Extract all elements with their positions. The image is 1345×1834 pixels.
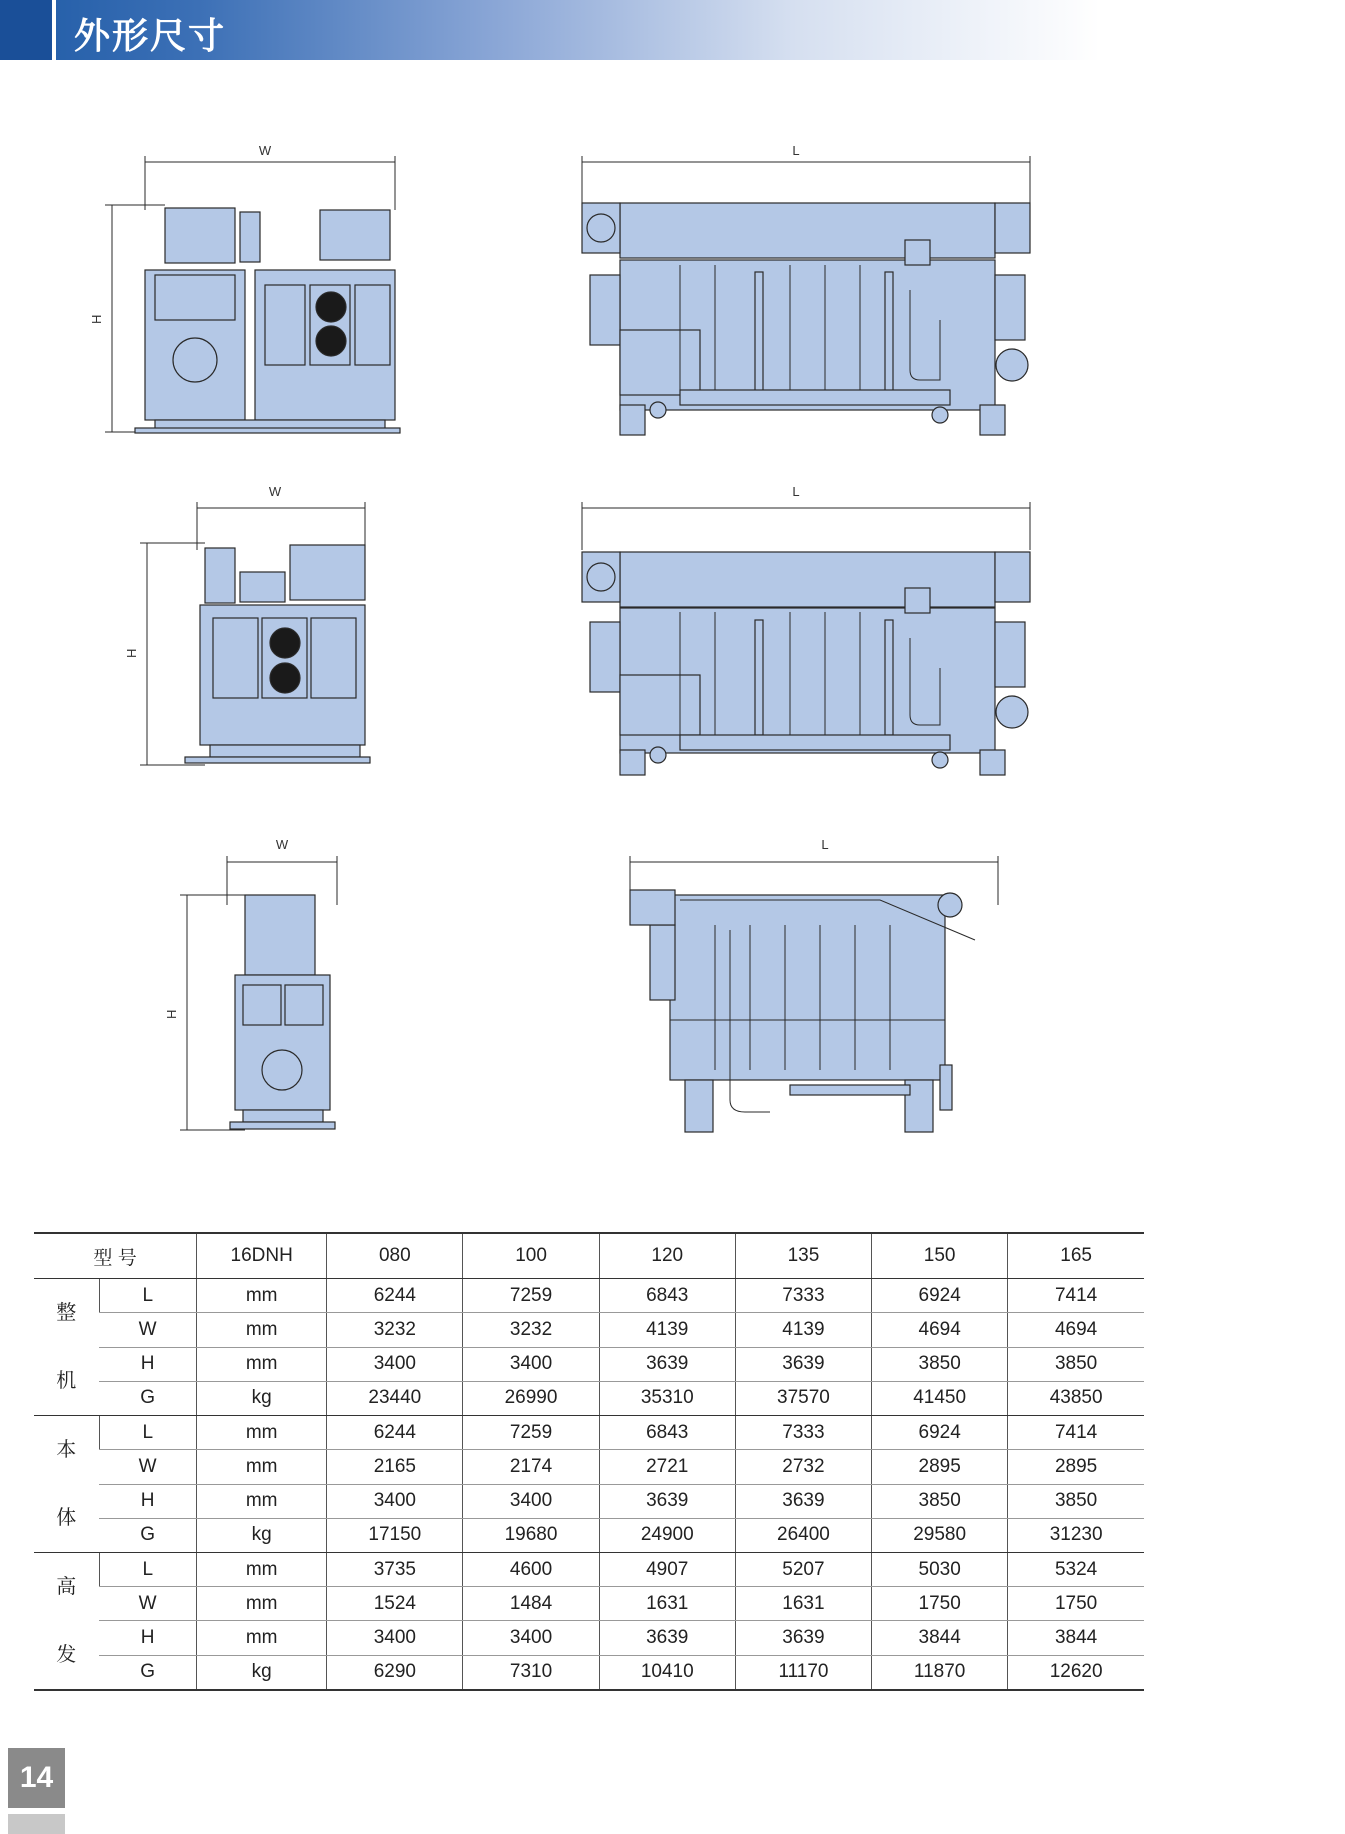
value-cell: 11870: [872, 1655, 1008, 1690]
model-label-cell: 型 号: [34, 1233, 197, 1279]
param-cell: W: [99, 1450, 197, 1484]
side-view-drawing-whole-unit: [580, 140, 1040, 440]
unit-cell: mm: [197, 1313, 327, 1347]
model-header-cell: 120: [599, 1233, 735, 1279]
value-cell: 4600: [463, 1553, 599, 1587]
value-cell: 3850: [872, 1347, 1008, 1381]
value-cell: 7333: [735, 1416, 871, 1450]
value-cell: 7259: [463, 1279, 599, 1313]
param-cell: G: [99, 1518, 197, 1552]
length-dimension-label: L: [792, 143, 800, 158]
value-cell: 17150: [327, 1518, 463, 1552]
spec-table: [34, 1232, 1144, 1691]
unit-cell: kg: [197, 1381, 327, 1415]
value-cell: 3400: [327, 1621, 463, 1655]
table-row: [34, 1279, 1144, 1313]
value-cell: 26990: [463, 1381, 599, 1415]
value-cell: 3400: [327, 1484, 463, 1518]
end-view-drawing-whole-unit: [89, 140, 415, 440]
table-row: [34, 1381, 1144, 1415]
param-cell: L: [99, 1279, 197, 1313]
value-cell: 7310: [463, 1655, 599, 1690]
value-cell: 5207: [735, 1553, 871, 1587]
value-cell: 1631: [735, 1587, 871, 1621]
group-label-char: 高: [56, 1576, 77, 1598]
height-dimension-label-3: H: [164, 1009, 179, 1019]
value-cell: 7333: [735, 1279, 871, 1313]
unit-cell: mm: [197, 1621, 327, 1655]
table-row: [34, 1518, 1144, 1552]
value-cell: 3844: [1008, 1621, 1144, 1655]
value-cell: 4694: [872, 1313, 1008, 1347]
param-cell: W: [99, 1313, 197, 1347]
value-cell: 43850: [1008, 1381, 1144, 1415]
param-cell: H: [99, 1347, 197, 1381]
end-view-drawing-main-body: [125, 480, 385, 780]
unit-cell: kg: [197, 1518, 327, 1552]
param-cell: L: [99, 1416, 197, 1450]
table-row: [34, 1587, 1144, 1621]
value-cell: 1524: [327, 1587, 463, 1621]
value-cell: 2721: [599, 1450, 735, 1484]
param-cell: G: [99, 1655, 197, 1690]
group-label-char: 机: [56, 1370, 77, 1392]
table-row: [34, 1313, 1144, 1347]
value-cell: 3400: [327, 1347, 463, 1381]
value-cell: 11170: [735, 1655, 871, 1690]
group-label-cell: [34, 1416, 99, 1553]
value-cell: 31230: [1008, 1518, 1144, 1552]
value-cell: 1750: [872, 1587, 1008, 1621]
value-cell: 3639: [599, 1347, 735, 1381]
value-cell: 3639: [599, 1484, 735, 1518]
table-row: [34, 1347, 1144, 1381]
value-cell: 26400: [735, 1518, 871, 1552]
unit-cell: mm: [197, 1279, 327, 1313]
value-cell: 3232: [463, 1313, 599, 1347]
param-cell: W: [99, 1587, 197, 1621]
model-header-cell: 080: [327, 1233, 463, 1279]
value-cell: 3850: [872, 1484, 1008, 1518]
value-cell: 5324: [1008, 1553, 1144, 1587]
param-cell: H: [99, 1484, 197, 1518]
value-cell: 23440: [327, 1381, 463, 1415]
value-cell: 3400: [463, 1621, 599, 1655]
value-cell: 3850: [1008, 1347, 1144, 1381]
value-cell: 12620: [1008, 1655, 1144, 1690]
height-dimension-label: H: [89, 314, 104, 324]
unit-cell: kg: [197, 1655, 327, 1690]
page-number: 14: [8, 1748, 65, 1808]
model-header-cell: 165: [1008, 1233, 1144, 1279]
height-dimension-label-2: H: [124, 648, 139, 658]
table-row: [34, 1450, 1144, 1484]
value-cell: 7414: [1008, 1279, 1144, 1313]
page-number-tab: [8, 1814, 65, 1834]
value-cell: 7414: [1008, 1416, 1144, 1450]
value-cell: 3735: [327, 1553, 463, 1587]
value-cell: 3639: [735, 1347, 871, 1381]
unit-cell: mm: [197, 1416, 327, 1450]
value-cell: 4694: [1008, 1313, 1144, 1347]
width-dimension-label: W: [258, 143, 272, 158]
table-row: [34, 1416, 1144, 1450]
value-cell: 3232: [327, 1313, 463, 1347]
value-cell: 5030: [872, 1553, 1008, 1587]
value-cell: 3850: [1008, 1484, 1144, 1518]
value-cell: 2165: [327, 1450, 463, 1484]
value-cell: 6244: [327, 1279, 463, 1313]
value-cell: 1750: [1008, 1587, 1144, 1621]
table-row: [34, 1553, 1144, 1587]
value-cell: 6843: [599, 1416, 735, 1450]
value-cell: 3639: [735, 1621, 871, 1655]
side-view-drawing-generator: [620, 830, 1020, 1135]
model-header-cell: 135: [735, 1233, 871, 1279]
length-dimension-label-2: L: [792, 484, 800, 499]
value-cell: 6843: [599, 1279, 735, 1313]
value-cell: 41450: [872, 1381, 1008, 1415]
series-label-cell: 16DNH: [197, 1233, 327, 1279]
param-cell: L: [99, 1553, 197, 1587]
model-header-cell: 100: [463, 1233, 599, 1279]
value-cell: 6290: [327, 1655, 463, 1690]
unit-cell: mm: [197, 1450, 327, 1484]
group-label-cell: [34, 1279, 99, 1416]
value-cell: 2732: [735, 1450, 871, 1484]
value-cell: 2174: [463, 1450, 599, 1484]
header-accent-block: [0, 0, 52, 60]
value-cell: 10410: [599, 1655, 735, 1690]
unit-cell: mm: [197, 1587, 327, 1621]
unit-cell: mm: [197, 1484, 327, 1518]
value-cell: 1484: [463, 1587, 599, 1621]
value-cell: 4907: [599, 1553, 735, 1587]
table-row: [34, 1484, 1144, 1518]
group-label-cell: [34, 1553, 99, 1691]
side-view-drawing-main-body: [580, 480, 1040, 780]
end-view-drawing-generator: [165, 830, 365, 1135]
value-cell: 3400: [463, 1484, 599, 1518]
table-header-row: [34, 1233, 1144, 1279]
unit-cell: mm: [197, 1553, 327, 1587]
value-cell: 19680: [463, 1518, 599, 1552]
width-dimension-label-2: W: [268, 484, 282, 499]
table-row: [34, 1621, 1144, 1655]
value-cell: 37570: [735, 1381, 871, 1415]
value-cell: 3400: [463, 1347, 599, 1381]
value-cell: 3639: [599, 1621, 735, 1655]
value-cell: 29580: [872, 1518, 1008, 1552]
param-cell: H: [99, 1621, 197, 1655]
value-cell: 24900: [599, 1518, 735, 1552]
width-dimension-label-3: W: [275, 837, 289, 852]
group-label-char: 体: [56, 1507, 77, 1529]
length-dimension-label-3: L: [821, 837, 829, 852]
model-header-cell: 150: [872, 1233, 1008, 1279]
table-row: [34, 1655, 1144, 1690]
value-cell: 7259: [463, 1416, 599, 1450]
param-cell: G: [99, 1381, 197, 1415]
value-cell: 6924: [872, 1279, 1008, 1313]
value-cell: 35310: [599, 1381, 735, 1415]
value-cell: 4139: [735, 1313, 871, 1347]
value-cell: 6924: [872, 1416, 1008, 1450]
group-label-char: 发: [56, 1644, 77, 1666]
unit-cell: mm: [197, 1347, 327, 1381]
group-label-char: 本: [56, 1439, 77, 1461]
group-label-char: 整: [56, 1302, 77, 1324]
value-cell: 3844: [872, 1621, 1008, 1655]
value-cell: 2895: [1008, 1450, 1144, 1484]
value-cell: 2895: [872, 1450, 1008, 1484]
header-divider: [52, 0, 56, 60]
value-cell: 1631: [599, 1587, 735, 1621]
value-cell: 4139: [599, 1313, 735, 1347]
value-cell: 3639: [735, 1484, 871, 1518]
page-title: 外形尺寸: [74, 16, 227, 57]
value-cell: 6244: [327, 1416, 463, 1450]
